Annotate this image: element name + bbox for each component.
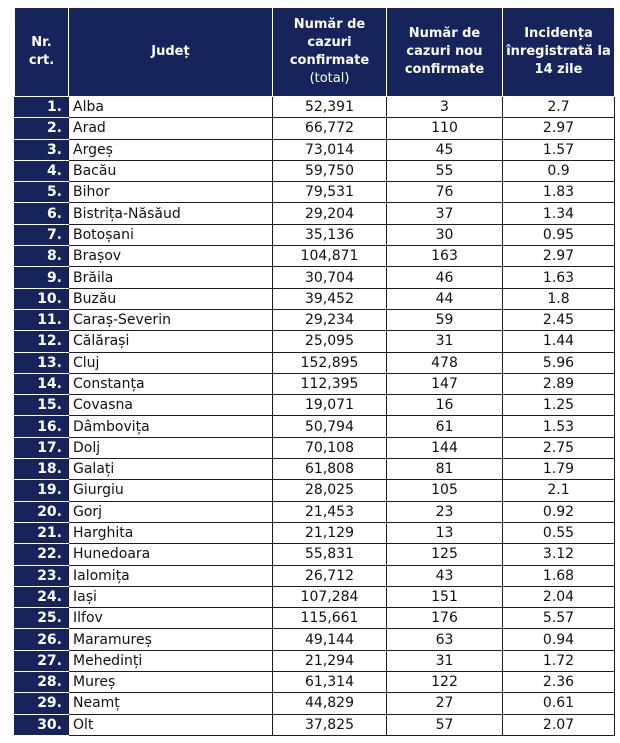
table-row [15, 139, 615, 160]
total-cases-cell: 152,895 [273, 352, 387, 373]
row-number-cell: 29. [15, 693, 69, 714]
header-total-cases [273, 8, 387, 97]
table-row [15, 693, 615, 714]
county-name-cell: Bihor [69, 182, 273, 203]
new-cases-cell: 110 [387, 118, 503, 139]
table-row [15, 565, 615, 586]
new-cases-cell: 81 [387, 459, 503, 480]
incidence-cell: 1.68 [503, 565, 615, 586]
incidence-cell: 5.57 [503, 608, 615, 629]
new-cases-cell: 13 [387, 522, 503, 543]
new-cases-cell: 76 [387, 182, 503, 203]
covid-cases-table [14, 7, 615, 736]
incidence-cell: 1.57 [503, 139, 615, 160]
incidence-cell: 2.04 [503, 586, 615, 607]
total-cases-cell: 112,395 [273, 373, 387, 394]
incidence-cell: 1.79 [503, 459, 615, 480]
new-cases-cell: 30 [387, 224, 503, 245]
row-number-cell: 9. [15, 267, 69, 288]
table-row [15, 373, 615, 394]
header-new-line3: confirmate [404, 62, 485, 77]
table-row [15, 267, 615, 288]
table-row [15, 714, 615, 735]
total-cases-cell: 29,204 [273, 203, 387, 224]
total-cases-cell: 104,871 [273, 246, 387, 267]
table-row [15, 309, 615, 330]
county-name-cell: Gorj [69, 501, 273, 522]
new-cases-cell: 46 [387, 267, 503, 288]
total-cases-cell: 115,661 [273, 608, 387, 629]
row-number-cell: 30. [15, 714, 69, 735]
incidence-cell: 1.25 [503, 395, 615, 416]
total-cases-cell: 35,136 [273, 224, 387, 245]
header-total-line4: (total) [309, 71, 350, 86]
new-cases-cell: 144 [387, 437, 503, 458]
row-number-cell: 25. [15, 608, 69, 629]
incidence-cell: 2.75 [503, 437, 615, 458]
incidence-cell: 2.36 [503, 672, 615, 693]
total-cases-cell: 37,825 [273, 714, 387, 735]
table-row [15, 480, 615, 501]
county-name-cell: Bistrița-Năsăud [69, 203, 273, 224]
header-judet [69, 8, 273, 97]
county-name-cell: Iași [69, 586, 273, 607]
row-number-cell: 23. [15, 565, 69, 586]
new-cases-cell: 151 [387, 586, 503, 607]
county-name-cell: Botoșani [69, 224, 273, 245]
row-number-cell: 11. [15, 309, 69, 330]
total-cases-cell: 55,831 [273, 544, 387, 565]
row-number-cell: 12. [15, 331, 69, 352]
total-cases-cell: 39,452 [273, 288, 387, 309]
new-cases-cell: 37 [387, 203, 503, 224]
table-row [15, 629, 615, 650]
table-row [15, 416, 615, 437]
row-number-cell: 3. [15, 139, 69, 160]
incidence-cell: 3.12 [503, 544, 615, 565]
incidence-cell: 1.34 [503, 203, 615, 224]
new-cases-cell: 31 [387, 650, 503, 671]
header-new-line2: cazuri nou [406, 44, 483, 59]
total-cases-cell: 21,294 [273, 650, 387, 671]
total-cases-cell: 52,391 [273, 97, 387, 118]
incidence-cell: 1.44 [503, 331, 615, 352]
total-cases-cell: 70,108 [273, 437, 387, 458]
incidence-cell: 1.72 [503, 650, 615, 671]
total-cases-cell: 21,453 [273, 501, 387, 522]
header-total-line1: Număr de [293, 17, 366, 32]
table-row [15, 522, 615, 543]
county-name-cell: Argeș [69, 139, 273, 160]
header-total-line3: confirmate [289, 53, 370, 68]
total-cases-cell: 26,712 [273, 565, 387, 586]
county-name-cell: Mureș [69, 672, 273, 693]
total-cases-cell: 107,284 [273, 586, 387, 607]
total-cases-cell: 59,750 [273, 160, 387, 181]
incidence-cell: 0.92 [503, 501, 615, 522]
incidence-cell: 2.97 [503, 246, 615, 267]
header-nr-crt [15, 8, 69, 97]
row-number-cell: 13. [15, 352, 69, 373]
county-name-cell: Covasna [69, 395, 273, 416]
table-row [15, 608, 615, 629]
table-row [15, 97, 615, 118]
incidence-cell: 2.97 [503, 118, 615, 139]
new-cases-cell: 59 [387, 309, 503, 330]
header-inc-line2: înregistrată la [506, 44, 611, 59]
row-number-cell: 18. [15, 459, 69, 480]
total-cases-cell: 44,829 [273, 693, 387, 714]
new-cases-cell: 122 [387, 672, 503, 693]
new-cases-cell: 125 [387, 544, 503, 565]
incidence-cell: 0.95 [503, 224, 615, 245]
total-cases-cell: 29,234 [273, 309, 387, 330]
row-number-cell: 26. [15, 629, 69, 650]
county-name-cell: Bacău [69, 160, 273, 181]
county-name-cell: Ilfov [69, 608, 273, 629]
county-name-cell: Călărași [69, 331, 273, 352]
incidence-cell: 2.7 [503, 97, 615, 118]
table-header [15, 8, 615, 97]
row-number-cell: 8. [15, 246, 69, 267]
county-name-cell: Dolj [69, 437, 273, 458]
county-name-cell: Harghita [69, 522, 273, 543]
total-cases-cell: 61,314 [273, 672, 387, 693]
table-row [15, 437, 615, 458]
row-number-cell: 21. [15, 522, 69, 543]
county-name-cell: Arad [69, 118, 273, 139]
total-cases-cell: 28,025 [273, 480, 387, 501]
incidence-cell: 0.61 [503, 693, 615, 714]
incidence-cell: 0.55 [503, 522, 615, 543]
county-name-cell: Brașov [69, 246, 273, 267]
new-cases-cell: 61 [387, 416, 503, 437]
new-cases-cell: 478 [387, 352, 503, 373]
new-cases-cell: 147 [387, 373, 503, 394]
table-row [15, 459, 615, 480]
header-new-cases [387, 8, 503, 97]
total-cases-cell: 19,071 [273, 395, 387, 416]
incidence-cell: 0.9 [503, 160, 615, 181]
table-row [15, 672, 615, 693]
row-number-cell: 27. [15, 650, 69, 671]
new-cases-cell: 44 [387, 288, 503, 309]
table-row [15, 544, 615, 565]
county-name-cell: Cluj [69, 352, 273, 373]
incidence-cell: 1.83 [503, 182, 615, 203]
header-row [15, 8, 615, 97]
total-cases-cell: 79,531 [273, 182, 387, 203]
table-row [15, 650, 615, 671]
county-name-cell: Buzău [69, 288, 273, 309]
row-number-cell: 15. [15, 395, 69, 416]
row-number-cell: 20. [15, 501, 69, 522]
table-row [15, 501, 615, 522]
header-inc-line1: Incidența [524, 26, 593, 41]
county-name-cell: Caraș-Severin [69, 309, 273, 330]
table-row [15, 118, 615, 139]
county-name-cell: Maramureș [69, 629, 273, 650]
header-judet-label: Județ [151, 44, 190, 59]
row-number-cell: 4. [15, 160, 69, 181]
header-incidence [503, 8, 615, 97]
row-number-cell: 10. [15, 288, 69, 309]
county-name-cell: Olt [69, 714, 273, 735]
incidence-cell: 2.45 [503, 309, 615, 330]
incidence-cell: 2.07 [503, 714, 615, 735]
table-row [15, 246, 615, 267]
table-row [15, 288, 615, 309]
table-row [15, 331, 615, 352]
header-nr-line2: crt. [28, 53, 55, 68]
row-number-cell: 28. [15, 672, 69, 693]
total-cases-cell: 21,129 [273, 522, 387, 543]
row-number-cell: 7. [15, 224, 69, 245]
incidence-cell: 5.96 [503, 352, 615, 373]
incidence-cell: 1.63 [503, 267, 615, 288]
county-name-cell: Brăila [69, 267, 273, 288]
row-number-cell: 2. [15, 118, 69, 139]
incidence-cell: 1.8 [503, 288, 615, 309]
new-cases-cell: 31 [387, 331, 503, 352]
row-number-cell: 24. [15, 586, 69, 607]
new-cases-cell: 3 [387, 97, 503, 118]
new-cases-cell: 55 [387, 160, 503, 181]
header-nr-line1: Nr. [31, 35, 52, 50]
row-number-cell: 22. [15, 544, 69, 565]
row-number-cell: 6. [15, 203, 69, 224]
total-cases-cell: 73,014 [273, 139, 387, 160]
row-number-cell: 16. [15, 416, 69, 437]
header-new-line1: Număr de [408, 26, 481, 41]
total-cases-cell: 66,772 [273, 118, 387, 139]
row-number-cell: 1. [15, 97, 69, 118]
table-row [15, 224, 615, 245]
header-inc-line3: 14 zile [534, 62, 583, 77]
table-row [15, 182, 615, 203]
table-row [15, 395, 615, 416]
new-cases-cell: 176 [387, 608, 503, 629]
table-row [15, 203, 615, 224]
new-cases-cell: 23 [387, 501, 503, 522]
county-name-cell: Neamț [69, 693, 273, 714]
county-name-cell: Giurgiu [69, 480, 273, 501]
county-name-cell: Alba [69, 97, 273, 118]
county-name-cell: Constanța [69, 373, 273, 394]
new-cases-cell: 63 [387, 629, 503, 650]
total-cases-cell: 49,144 [273, 629, 387, 650]
county-name-cell: Mehedinți [69, 650, 273, 671]
total-cases-cell: 30,704 [273, 267, 387, 288]
header-total-line2: cazuri [307, 35, 352, 50]
county-name-cell: Ialomița [69, 565, 273, 586]
new-cases-cell: 45 [387, 139, 503, 160]
incidence-cell: 2.89 [503, 373, 615, 394]
new-cases-cell: 27 [387, 693, 503, 714]
new-cases-cell: 105 [387, 480, 503, 501]
row-number-cell: 19. [15, 480, 69, 501]
new-cases-cell: 163 [387, 246, 503, 267]
total-cases-cell: 61,808 [273, 459, 387, 480]
row-number-cell: 5. [15, 182, 69, 203]
table-body [15, 97, 615, 736]
county-name-cell: Dâmbovița [69, 416, 273, 437]
table-row [15, 160, 615, 181]
incidence-cell: 1.53 [503, 416, 615, 437]
covid-cases-table-container [14, 7, 615, 736]
total-cases-cell: 50,794 [273, 416, 387, 437]
row-number-cell: 14. [15, 373, 69, 394]
new-cases-cell: 57 [387, 714, 503, 735]
county-name-cell: Galați [69, 459, 273, 480]
incidence-cell: 0.94 [503, 629, 615, 650]
row-number-cell: 17. [15, 437, 69, 458]
new-cases-cell: 16 [387, 395, 503, 416]
table-row [15, 352, 615, 373]
new-cases-cell: 43 [387, 565, 503, 586]
incidence-cell: 2.1 [503, 480, 615, 501]
county-name-cell: Hunedoara [69, 544, 273, 565]
table-row [15, 586, 615, 607]
total-cases-cell: 25,095 [273, 331, 387, 352]
